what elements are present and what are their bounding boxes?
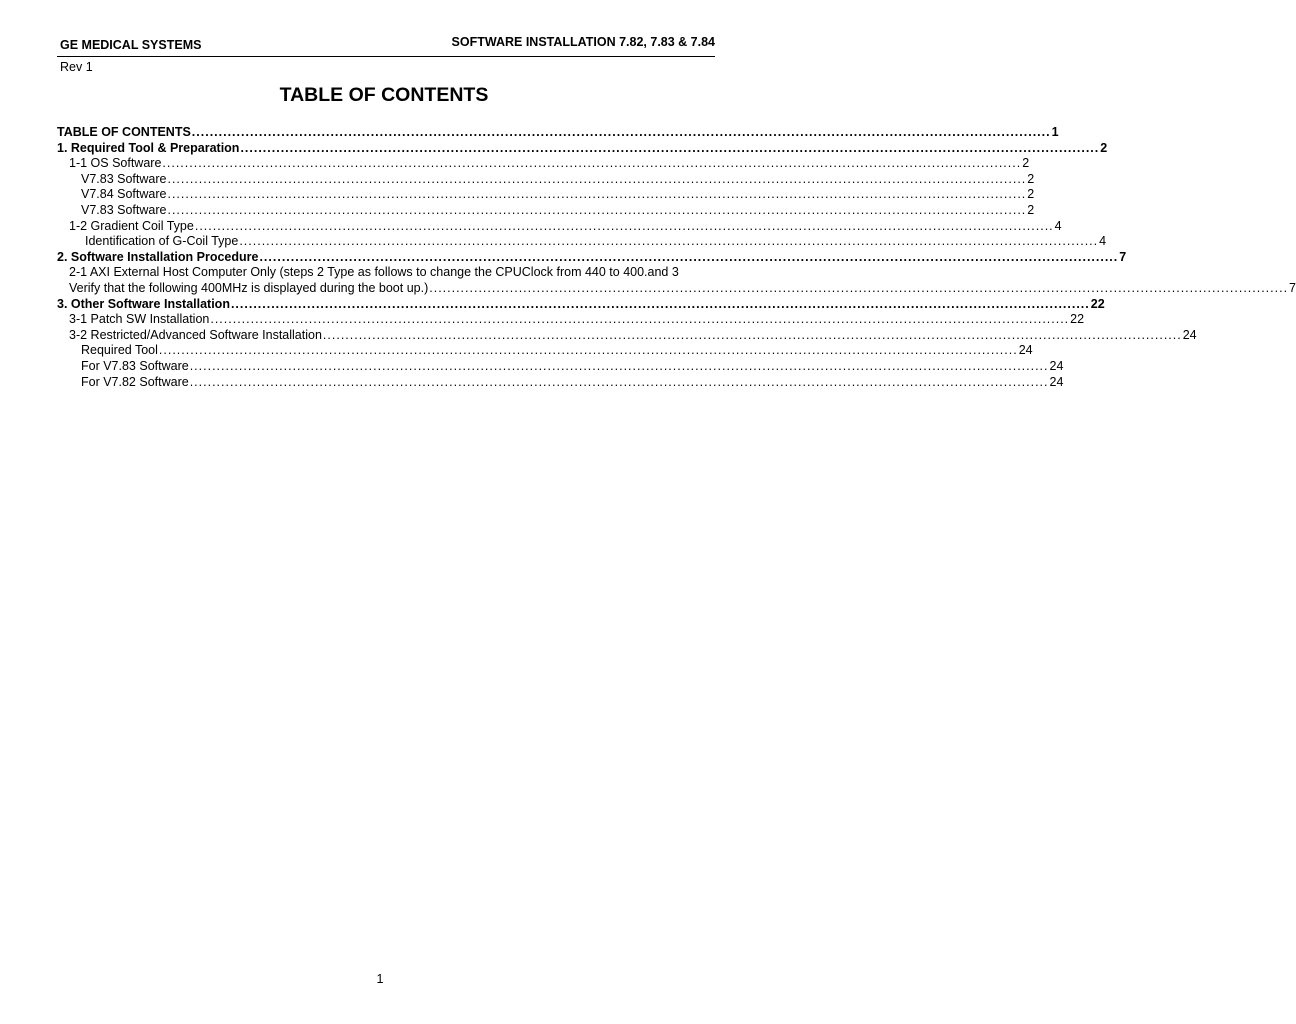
toc-entry-page: 2: [1027, 202, 1035, 217]
toc-entry[interactable]: [57, 171, 1035, 188]
toc-entry[interactable]: [57, 187, 1035, 203]
toc-entry-page: 2: [1027, 187, 1035, 202]
toc-entry-page: 24: [1049, 358, 1064, 373]
toc-entry-label-line2: Verify that the following 400MHz is displayed during the boot up.): [69, 280, 429, 295]
toc-entry-label: For V7.82 Software: [81, 374, 189, 389]
toc-entry[interactable]: [57, 202, 1035, 219]
toc-entry-page: 4: [1054, 218, 1062, 233]
toc-entry-page: 4: [1099, 234, 1107, 249]
toc-entry-page: 22: [1090, 296, 1105, 311]
toc-entry[interactable]: [57, 343, 1033, 359]
toc-entry-label: Identification of G-Coil Type: [85, 234, 239, 249]
dot-leader: ................................................................................................................................................................................................: [162, 156, 1022, 171]
toc-entry-label: 1-2 Gradient Coil Type: [69, 218, 194, 233]
toc-entry-label: V7.83 Software: [81, 202, 167, 217]
document-title: SOFTWARE INSTALLATION 7.82, 7.83 & 7.84: [451, 35, 715, 49]
toc-entry[interactable]: [57, 156, 1030, 172]
dot-leader: ................................................................................................................................................................................................: [167, 202, 1027, 217]
dot-leader: ................................................................................................................................................................................................: [322, 327, 1182, 342]
toc-entry-line2: [57, 280, 1296, 297]
toc-entry[interactable]: [57, 296, 1105, 313]
toc-entry-page: 2: [1100, 140, 1108, 155]
toc-entry-label: V7.83 Software: [81, 171, 167, 186]
toc-entry-page: 2: [1022, 156, 1030, 171]
toc-entry-page: 24: [1182, 327, 1197, 342]
toc-entry[interactable]: [57, 125, 1059, 141]
dot-leader: ................................................................................................................................................................................................: [259, 249, 1119, 264]
toc-entry-page: 24: [1049, 374, 1064, 389]
toc-entry[interactable]: [57, 249, 1127, 266]
toc-entry-label: 3-1 Patch SW Installation: [69, 312, 210, 327]
toc-entry[interactable]: [57, 140, 1108, 157]
toc-entry-label: V7.84 Software: [81, 187, 167, 202]
toc-entry[interactable]: [57, 358, 1064, 375]
toc-entry[interactable]: [57, 327, 1197, 344]
dot-leader: ................................................................................................................................................................................................: [194, 218, 1054, 233]
toc-entry-page: 7: [1119, 249, 1127, 264]
toc-entry[interactable]: [57, 218, 1062, 235]
dot-leader: ................................................................................................................................................................................................: [240, 140, 1100, 155]
toc-entry-label: 1-1 OS Software: [69, 156, 162, 171]
dot-leader: ................................................................................................................................................................................................: [210, 312, 1070, 327]
dot-leader: ................................................................................................................................................................................................: [239, 234, 1099, 249]
dot-leader: ................................................................................................................................................................................................: [230, 296, 1090, 311]
dot-leader: ................................................................................................................................................................................................: [167, 187, 1027, 202]
toc-entry[interactable]: [57, 374, 1064, 391]
toc-entry-label: Required Tool: [81, 343, 158, 358]
toc-entry-label: For V7.83 Software: [81, 358, 189, 373]
toc-entry[interactable]: [57, 312, 1085, 328]
page-number: 1: [376, 972, 384, 986]
header-rule: [57, 56, 715, 57]
toc-entry-page: 2: [1027, 171, 1035, 186]
company-name: GE MEDICAL SYSTEMS: [60, 38, 202, 52]
toc-entry-label: 3. Other Software Installation: [57, 296, 230, 311]
toc-entry-page: 1: [1051, 125, 1059, 139]
toc-entry-label: 1. Required Tool & Preparation: [57, 140, 240, 155]
toc-entry-page: 7: [1289, 280, 1296, 295]
dot-leader: ................................................................................................................................................................................................: [189, 358, 1049, 373]
toc-entry[interactable]: [57, 234, 1107, 250]
page-title: TABLE OF CONTENTS: [279, 84, 489, 106]
toc-entry-page: 22: [1070, 312, 1085, 327]
toc-entry-label: TABLE OF CONTENTS: [57, 125, 191, 139]
toc-entry-page: 24: [1018, 343, 1033, 358]
revision-label: Rev 1: [60, 60, 93, 74]
toc-entry-multiline[interactable]: [57, 265, 1296, 296]
table-of-contents: [57, 125, 1296, 390]
toc-entry-label: 3-2 Restricted/Advanced Software Installation: [69, 327, 322, 342]
dot-leader: ................................................................................................................................................................................................: [189, 374, 1049, 389]
dot-leader: ................................................................................................................................................................................................: [191, 125, 1051, 139]
toc-entry-label-line1: 2-1 AXI External Host Computer Only (steps 2 Type as follows to change the CPUClock from 440 to 400.and 3: [69, 265, 679, 280]
dot-leader: ................................................................................................................................................................................................: [158, 343, 1018, 358]
dot-leader: ................................................................................................................................................................................................: [167, 171, 1027, 186]
dot-leader: ................................................................................................................................................................................................: [429, 280, 1289, 295]
toc-entry-label: 2. Software Installation Procedure: [57, 249, 259, 264]
